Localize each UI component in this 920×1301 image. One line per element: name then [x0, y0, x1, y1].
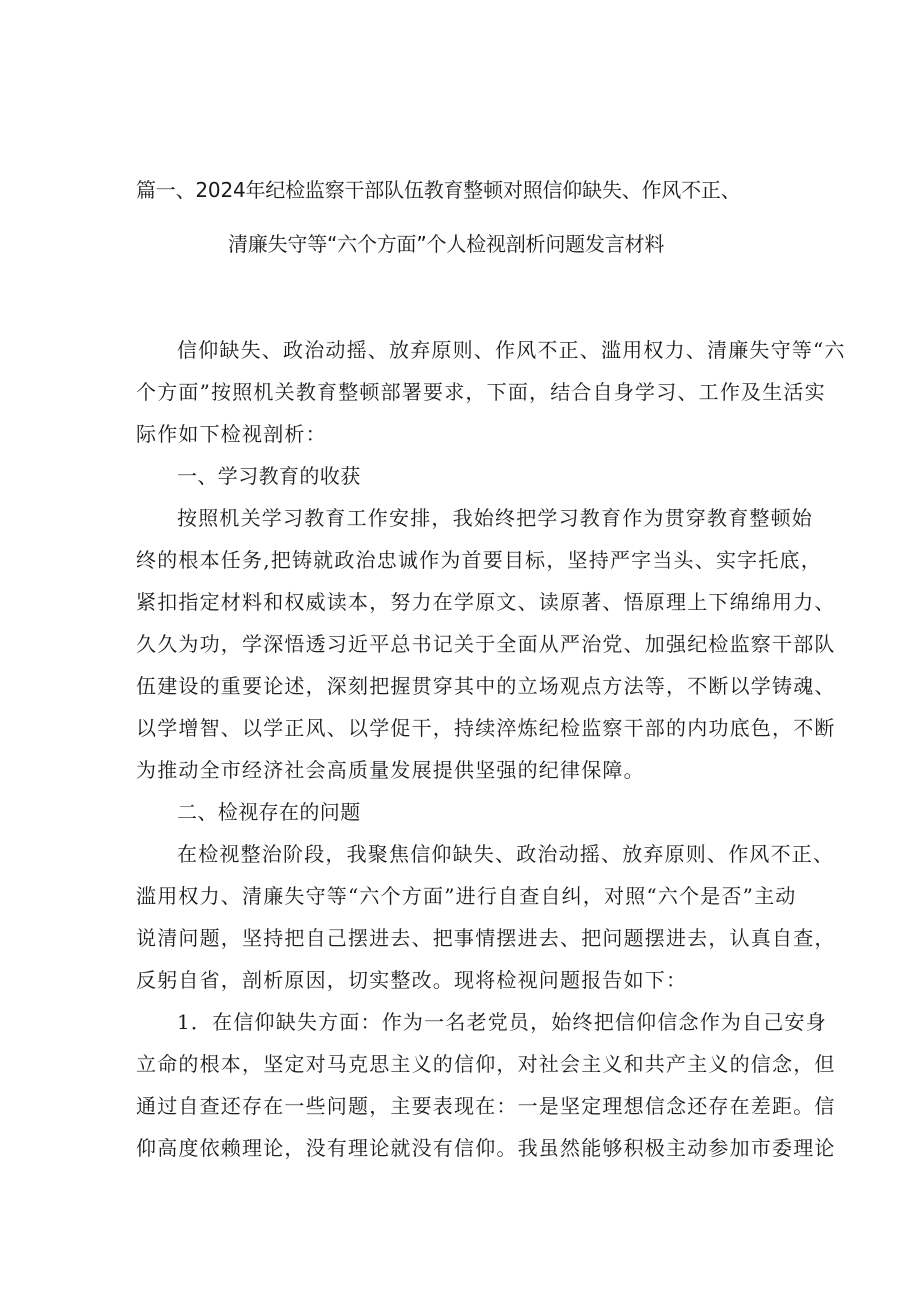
item-1-line: 通过自查还存在一些问题，主要表现在：一是坚定理想信念还存在差距。信: [136, 1094, 836, 1118]
item-1-line: 立命的根本，坚定对马克思主义的信仰，对社会主义和共产主义的信念，但: [136, 1052, 836, 1076]
section-1-line: 为推动全市经济社会高质量发展提供坚强的纪律保障。: [136, 758, 645, 782]
section-2-heading: 二、检视存在的问题: [177, 800, 361, 824]
intro-line: 个方面”按照机关教育整顿部署要求，下面，结合自身学习、工作及生活实: [136, 380, 826, 404]
item-1-line: 1．在信仰缺失方面：作为一名老党员，始终把信仰信念作为自己安身: [177, 1010, 827, 1034]
intro-line: 信仰缺失、政治动摇、放弃原则、作风不正、滥用权力、清廉失守等“六: [177, 338, 846, 362]
section-1-heading: 一、学习教育的收获: [177, 464, 361, 488]
section-2-line: 说清问题，坚持把自己摆进去、把事情摆进去、把问题摆进去，认真自查，: [136, 926, 836, 950]
item-1-line: 仰高度依赖理论，没有理论就没有信仰。我虽然能够积极主动参加市委理论: [136, 1136, 836, 1160]
document-title-line-1: 篇一、2024年纪检监察干部队伍教育整顿对照信仰缺失、作风不正、: [136, 178, 741, 202]
section-1-line: 伍建设的重要论述，深刻把握贯穿其中的立场观点方法等，不断以学铸魂、: [136, 674, 836, 698]
section-1-line: 久久为功，学深悟透习近平总书记关于全面从严治党、加强纪检监察干部队: [136, 632, 836, 656]
section-1-line: 紧扣指定材料和权威读本，努力在学原文、读原著、悟原理上下绵绵用力、: [136, 590, 836, 614]
section-2-line: 反躬自省，剖析原因，切实整改。现将检视问题报告如下：: [136, 968, 688, 992]
section-1-line: 按照机关学习教育工作安排，我始终把学习教育作为贯穿教育整顿始: [177, 506, 813, 530]
section-2-line: 滥用权力、清廉失守等“六个方面”进行自查自纠，对照“六个是否”主动: [136, 884, 797, 908]
intro-line: 际作如下检视剖析：: [136, 422, 327, 446]
document-title-line-2: 清廉失守等“六个方面”个人检视剖析问题发言材料: [228, 232, 665, 256]
section-1-line: 以学增智、以学正风、以学促干，持续淬炼纪检监察干部的内功底色，不断: [136, 716, 836, 740]
section-1-line: 终的根本任务,把铸就政治忠诚作为首要目标，坚持严字当头、实字托底，: [136, 548, 822, 572]
section-2-line: 在检视整治阶段，我聚焦信仰缺失、政治动摇、放弃原则、作风不正、: [177, 842, 835, 866]
document-body: [136, 329, 846, 1169]
